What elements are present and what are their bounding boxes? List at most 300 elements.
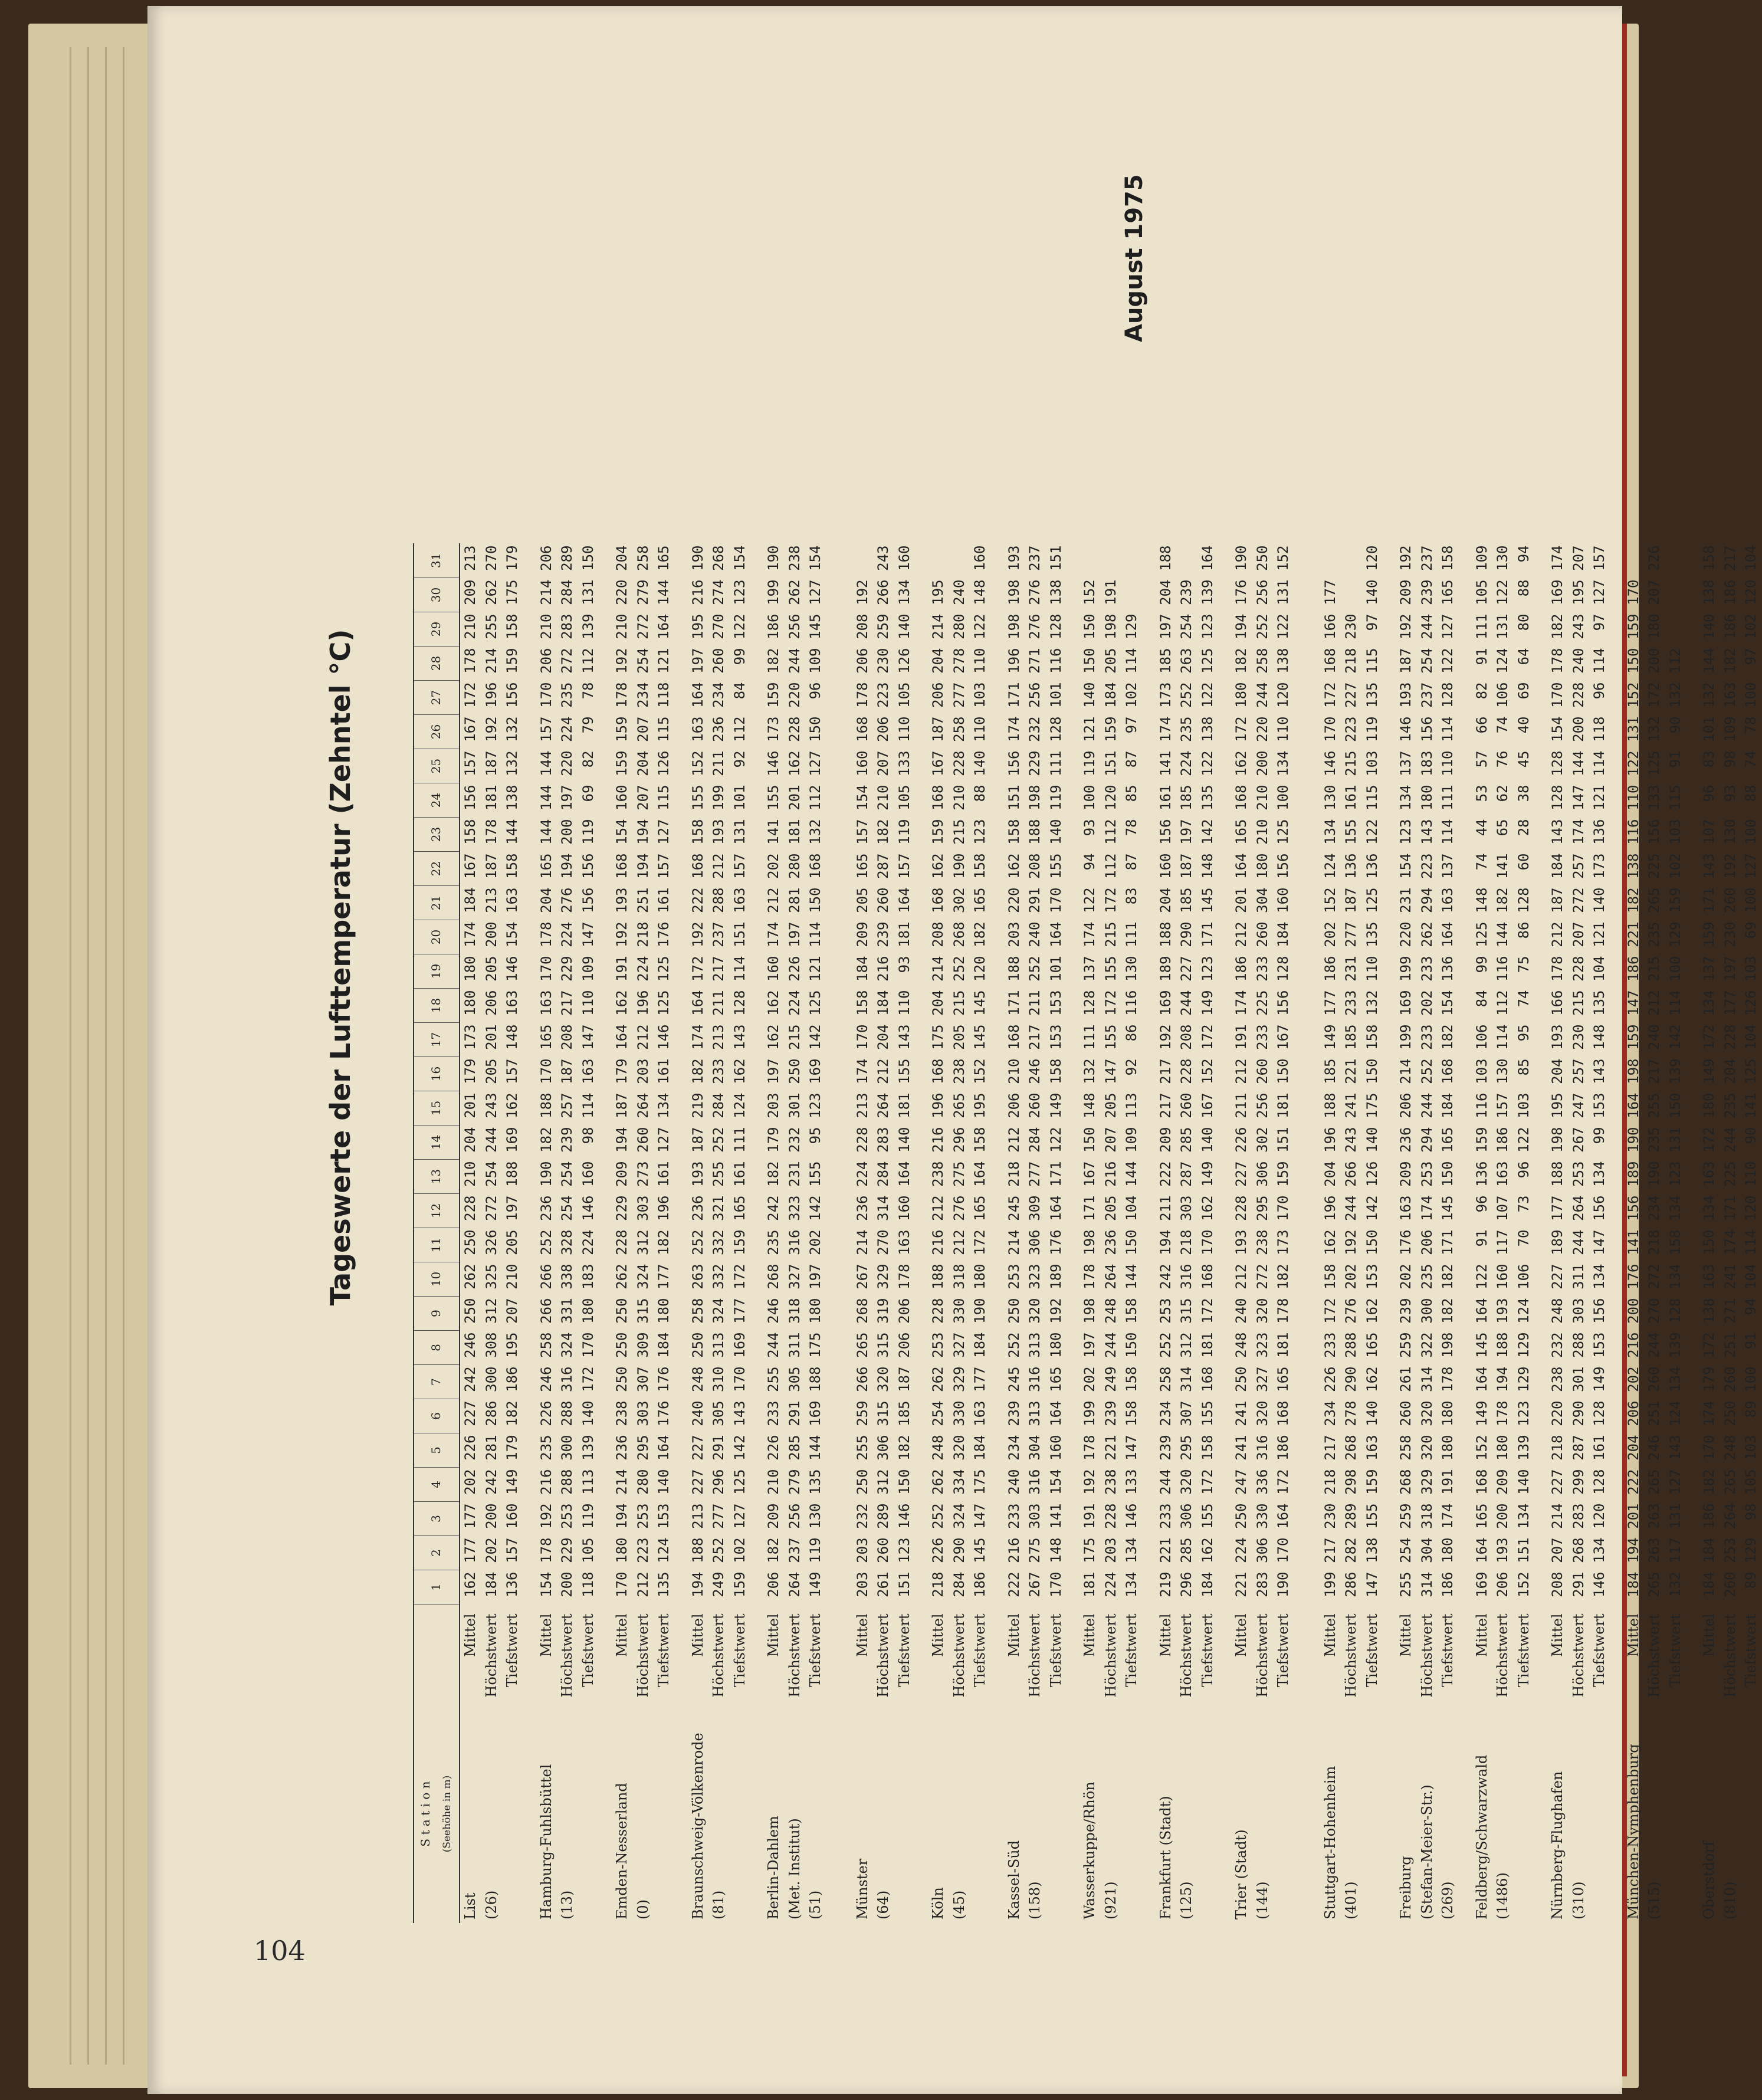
- temperature-value: 212: [1233, 1058, 1249, 1084]
- temperature-value: 158: [1199, 1435, 1216, 1461]
- temperature-value: 253: [1418, 1161, 1435, 1187]
- temperature-value: 306: [1254, 1537, 1271, 1563]
- value-kind: Höchstwert: [1570, 1613, 1587, 1698]
- temperature-value: 171: [1199, 921, 1216, 947]
- temperature-value: 174: [462, 921, 478, 947]
- temperature-value: 210: [1254, 785, 1271, 811]
- temperature-value: 210: [613, 613, 630, 639]
- temperature-value: 168: [930, 887, 946, 913]
- temperature-value: 283: [875, 1127, 891, 1153]
- station-name: [730, 1705, 751, 1923]
- temperature-value: 241: [1343, 1092, 1359, 1118]
- temperature-value: 310: [710, 1366, 727, 1392]
- temperature-value: 241: [1233, 1400, 1249, 1426]
- temperature-value: 306: [1254, 1161, 1271, 1187]
- temperature-value: 259: [1397, 1503, 1414, 1529]
- temperature-value: 121: [1591, 785, 1607, 811]
- table-row: [852, 544, 874, 1924]
- temperature-value: 158: [462, 819, 478, 845]
- temperature-value: 177: [1721, 990, 1738, 1016]
- temperature-value: 165: [1233, 819, 1249, 845]
- temperature-value: 138: [1701, 579, 1717, 605]
- temperature-value: 253: [559, 1503, 575, 1529]
- temperature-value: 240: [1026, 921, 1043, 947]
- temperature-value: 220: [1254, 716, 1271, 742]
- temperature-value: 171: [1005, 682, 1022, 708]
- temperature-value: 182: [972, 921, 988, 947]
- temperature-value: 177: [1321, 579, 1338, 605]
- temperature-value: 294: [1418, 1127, 1435, 1153]
- temperature-value: 266: [1343, 1161, 1359, 1187]
- day-header: 25: [414, 749, 460, 783]
- temperature-value: 112: [1666, 648, 1684, 674]
- temperature-value: 219: [1157, 1571, 1174, 1597]
- table-row: [894, 544, 916, 1924]
- temperature-value: 186: [1625, 956, 1642, 982]
- temperature-value: 193: [710, 819, 727, 845]
- temperature-value: 175: [1081, 1537, 1098, 1563]
- temperature-value: 140: [1701, 613, 1717, 639]
- temperature-value: 121: [807, 956, 823, 982]
- table-body: [460, 544, 1762, 1924]
- temperature-value: 128: [1666, 1298, 1684, 1324]
- temperature-value: 186: [1721, 613, 1738, 639]
- temperature-value: 321: [710, 1195, 727, 1221]
- temperature-value: 128: [1047, 613, 1064, 639]
- temperature-value: 158: [1321, 1264, 1338, 1289]
- temperature-value: 127: [1743, 853, 1759, 879]
- temperature-value: 323: [1026, 1264, 1043, 1289]
- temperature-value: 134: [1591, 1264, 1607, 1289]
- temperature-value: 285: [786, 1435, 803, 1461]
- temperature-value: 114: [807, 921, 823, 947]
- temperature-value: 328: [559, 1229, 575, 1255]
- temperature-value: 140: [1515, 1469, 1532, 1495]
- temperature-value: 164: [655, 1435, 672, 1461]
- temperature-value: 302: [950, 887, 967, 913]
- temperature-value: 174: [1418, 1195, 1435, 1221]
- temperature-value: 236: [1397, 1127, 1414, 1153]
- table-row: [557, 544, 578, 1924]
- temperature-value: 107: [1701, 819, 1717, 845]
- temperature-value: 336: [1254, 1469, 1271, 1495]
- temperature-value: 174: [1233, 990, 1249, 1016]
- temperature-value: 74: [1515, 990, 1532, 1008]
- table-row: [460, 544, 481, 1924]
- temperature-value: 227: [1549, 1469, 1566, 1495]
- station-gap: [1218, 544, 1231, 1924]
- temperature-value: 168: [1321, 648, 1338, 674]
- temperature-value: 212: [765, 887, 782, 913]
- temperature-value: 238: [930, 1161, 946, 1187]
- value-kind: Mittel: [462, 1613, 478, 1657]
- temperature-value: 206: [895, 1332, 913, 1358]
- temperature-value: 159: [1102, 716, 1119, 742]
- temperature-value: 144: [1123, 1161, 1140, 1187]
- temperature-value: 158: [1666, 1229, 1684, 1255]
- temperature-value: 53: [1473, 785, 1490, 802]
- temperature-value: 154: [504, 921, 520, 947]
- temperature-value: 242: [1157, 1264, 1174, 1289]
- temperature-value: 179: [462, 1058, 478, 1084]
- value-kind: Höchstwert: [875, 1613, 891, 1698]
- temperature-value: 150: [1081, 648, 1098, 674]
- temperature-value: 248: [1549, 1298, 1566, 1324]
- temperature-value: 159: [1363, 1469, 1380, 1495]
- temperature-value: 313: [1026, 1400, 1043, 1426]
- temperature-value: 219: [689, 1092, 706, 1118]
- temperature-value: 184: [655, 1332, 672, 1358]
- temperature-value: 320: [950, 1435, 967, 1461]
- temperature-value: 265: [1646, 1571, 1662, 1597]
- temperature-value: 199: [1397, 1024, 1414, 1050]
- temperature-value: 123: [972, 819, 988, 845]
- temperature-value: 154: [731, 545, 748, 571]
- temperature-value: 215: [1343, 750, 1359, 776]
- temperature-value: 109: [1721, 716, 1738, 742]
- temperature-value: 213: [689, 1503, 706, 1529]
- temperature-value: 130: [1123, 956, 1140, 982]
- temperature-value: 124: [1666, 1400, 1684, 1426]
- temperature-value: 151: [1515, 1537, 1532, 1563]
- day-header: 14: [414, 1126, 460, 1160]
- temperature-value: 115: [1363, 785, 1380, 811]
- temperature-value: 122: [1363, 819, 1380, 845]
- temperature-value: 246: [1646, 1435, 1662, 1461]
- temperature-value: 159: [613, 716, 630, 742]
- temperature-value: [1079, 544, 1101, 578]
- temperature-value: 207: [634, 785, 651, 811]
- temperature-value: 202: [1625, 1366, 1642, 1392]
- temperature-value: 179: [504, 545, 520, 571]
- value-kind: Mittel: [689, 1613, 706, 1657]
- temperature-value: 229: [1026, 750, 1043, 776]
- temperature-value: 121: [1591, 921, 1607, 947]
- temperature-value: 157: [1591, 545, 1607, 571]
- temperature-value: 116: [1047, 648, 1064, 674]
- temperature-value: 119: [579, 1503, 596, 1529]
- temperature-value: 204: [613, 545, 630, 571]
- temperature-value: 205: [504, 1229, 520, 1255]
- temperature-value: 140: [1081, 682, 1098, 708]
- temperature-value: 142: [1363, 1195, 1380, 1221]
- temperature-value: 137: [1397, 750, 1414, 776]
- temperature-value: 134: [895, 579, 913, 605]
- temperature-value: 250: [854, 1469, 871, 1495]
- station-name: [1046, 1705, 1067, 1923]
- temperature-value: 165: [1363, 1332, 1380, 1358]
- temperature-value: 244: [1102, 1332, 1119, 1358]
- temperature-value: 170: [1275, 1195, 1291, 1221]
- temperature-value: 235: [765, 1229, 782, 1255]
- table-row: [805, 544, 826, 1924]
- temperature-value: 301: [1570, 1366, 1587, 1392]
- temperature-value: 141: [1157, 750, 1174, 776]
- temperature-value: 224: [634, 956, 651, 982]
- temperature-value: 109: [807, 648, 823, 674]
- temperature-value: 221: [1625, 921, 1642, 947]
- temperature-value: 201: [483, 1024, 500, 1050]
- temperature-value: 143: [731, 1400, 748, 1426]
- temperature-value: 196: [1321, 1195, 1338, 1221]
- value-kind: Mittel: [1005, 1613, 1022, 1657]
- temperature-value: 294: [1418, 887, 1435, 913]
- temperature-value: 132: [1363, 990, 1380, 1016]
- temperature-value: 129: [1666, 921, 1684, 947]
- temperature-value: 144: [537, 785, 554, 811]
- temperature-value: 260: [1721, 1366, 1738, 1392]
- temperature-value: 228: [1721, 1024, 1738, 1050]
- temperature-value: 117: [1494, 1229, 1511, 1255]
- gap-cell: [1143, 1705, 1156, 1923]
- temperature-value: 190: [1275, 1571, 1291, 1597]
- temperature-value: 185: [1178, 785, 1195, 811]
- temperature-value: 201: [1625, 1503, 1642, 1529]
- temperature-value: 96: [807, 682, 823, 700]
- temperature-value: 227: [689, 1435, 706, 1461]
- temperature-value: 244: [1178, 990, 1195, 1016]
- station-name: Freiburg: [1397, 1856, 1414, 1919]
- station-name: Berlin-Dahlem: [765, 1816, 782, 1919]
- temperature-value: 178: [462, 648, 478, 674]
- temperature-value: 158: [972, 1127, 988, 1153]
- temperature-value: 169: [807, 1058, 823, 1084]
- station-name: Frankfurt (Stadt): [1157, 1796, 1174, 1919]
- gap-cell: [1067, 1705, 1079, 1923]
- temperature-value: 302: [1254, 1127, 1271, 1153]
- temperature-value: 244: [786, 648, 803, 674]
- temperature-value: 134: [1666, 1264, 1684, 1289]
- value-kind: Tiefstwert: [655, 1613, 672, 1688]
- temperature-value: 174: [1721, 1229, 1738, 1255]
- temperature-value: 120: [1743, 579, 1759, 605]
- table-row: [502, 544, 523, 1924]
- temperature-value: 204: [1157, 579, 1174, 605]
- station-name: [1589, 1705, 1610, 1923]
- temperature-value: 165: [1275, 1366, 1291, 1392]
- temperature-value: 254: [559, 1161, 575, 1187]
- temperature-value: 250: [613, 1366, 630, 1392]
- station-gap: [1459, 544, 1472, 1924]
- temperature-value: 324: [710, 1298, 727, 1324]
- temperature-value: 135: [1591, 990, 1607, 1016]
- temperature-value: 316: [1254, 1435, 1271, 1461]
- temperature-value: 208: [854, 613, 871, 639]
- temperature-value: 153: [1591, 1092, 1607, 1118]
- temperature-value: 194: [634, 819, 651, 845]
- temperature-value: 235: [1418, 1264, 1435, 1289]
- temperature-value: 186: [1275, 1435, 1291, 1461]
- temperature-value: 191: [1102, 579, 1119, 605]
- temperature-value: 110: [579, 990, 596, 1016]
- temperature-value: 253: [634, 1503, 651, 1529]
- temperature-value: 124: [655, 1537, 672, 1563]
- temperature-value: 255: [854, 1435, 871, 1461]
- temperature-value: 155: [1199, 1503, 1216, 1529]
- temperature-value: 84: [1473, 990, 1490, 1008]
- temperature-value: 182: [504, 1400, 520, 1426]
- temperature-value: 203: [1005, 921, 1022, 947]
- temperature-value: 220: [559, 750, 575, 776]
- temperature-value: 164: [1473, 1537, 1490, 1563]
- temperature-value: 172: [1646, 682, 1662, 708]
- temperature-value: 148: [1047, 1537, 1064, 1563]
- temperature-value: 245: [1005, 1195, 1022, 1221]
- table-row: [708, 544, 730, 1924]
- temperature-value: 235: [537, 1435, 554, 1461]
- temperature-value: 224: [579, 1229, 596, 1255]
- temperature-value: 159: [1625, 613, 1642, 639]
- temperature-value: 145: [1199, 887, 1216, 913]
- temperature-value: 316: [1178, 1264, 1195, 1289]
- value-kind: Tiefstwert: [1666, 1613, 1684, 1688]
- temperature-value: 207: [504, 1298, 520, 1324]
- temperature-value: 230: [1570, 1024, 1587, 1050]
- temperature-value: 202: [1418, 990, 1435, 1016]
- temperature-value: 162: [1233, 750, 1249, 776]
- temperature-value: 101: [1047, 956, 1064, 982]
- temperature-value: 120: [972, 956, 988, 982]
- temperature-value: 223: [634, 1537, 651, 1563]
- temperature-value: 123: [1199, 956, 1216, 982]
- temperature-value: 137: [1081, 956, 1098, 982]
- temperature-value: 104: [1743, 545, 1759, 571]
- temperature-value: 172: [1321, 1298, 1338, 1324]
- temperature-value: 207: [1102, 1127, 1119, 1153]
- temperature-value: 228: [950, 750, 967, 776]
- temperature-value: 156: [1005, 750, 1022, 776]
- temperature-value: 190: [537, 1161, 554, 1187]
- temperature-value: 128: [1275, 956, 1291, 982]
- temperature-value: 131: [731, 819, 748, 845]
- temperature-value: 286: [1343, 1571, 1359, 1597]
- temperature-value: 329: [1418, 1469, 1435, 1495]
- temperature-value: 228: [1178, 1058, 1195, 1084]
- temperature-value: 227: [1233, 1161, 1249, 1187]
- temperature-value: 159: [731, 1571, 748, 1597]
- temperature-value: 78: [1743, 716, 1759, 734]
- temperature-value: 164: [1473, 1298, 1490, 1324]
- temperature-value: 228: [1102, 1503, 1119, 1529]
- temperature-value: 190: [1625, 1127, 1642, 1153]
- temperature-value: 160: [613, 785, 630, 811]
- temperature-value: 326: [483, 1229, 500, 1255]
- temperature-value: 140: [579, 1400, 596, 1426]
- temperature-value: 244: [765, 1332, 782, 1358]
- temperature-value: 243: [1570, 613, 1587, 639]
- temperature-value: 180: [462, 990, 478, 1016]
- temperature-value: 151: [1102, 750, 1119, 776]
- temperature-value: 134: [1666, 1195, 1684, 1221]
- temperature-value: 239: [1005, 1400, 1022, 1426]
- temperature-value: 158: [689, 819, 706, 845]
- temperature-value: 194: [559, 853, 575, 879]
- temperature-value: 253: [1721, 1537, 1738, 1563]
- value-kind: Tiefstwert: [731, 1613, 748, 1688]
- temperature-value: 163: [1397, 1195, 1414, 1221]
- temperature-value: 252: [1178, 682, 1195, 708]
- temperature-value: 213: [854, 1092, 871, 1118]
- temperature-value: 119: [579, 819, 596, 845]
- temperature-value: 206: [1494, 1571, 1511, 1597]
- temperature-value: 188: [1005, 956, 1022, 982]
- temperature-value: 191: [613, 956, 630, 982]
- temperature-value: 140: [1363, 1400, 1380, 1426]
- temperature-value: 250: [786, 1058, 803, 1084]
- temperature-value: 232: [1549, 1332, 1566, 1358]
- temperature-value: 69: [579, 785, 596, 802]
- table-row: [970, 544, 991, 1924]
- temperature-value: 178: [1081, 1435, 1098, 1461]
- temperature-value: 251: [634, 887, 651, 913]
- temperature-value: 283: [1254, 1571, 1271, 1597]
- temperature-value: 209: [1397, 1161, 1414, 1187]
- temperature-value: 209: [613, 1161, 630, 1187]
- temperature-value: 304: [1254, 887, 1271, 913]
- temperature-value: 128: [1549, 785, 1566, 811]
- temperature-value: 89: [1743, 1571, 1759, 1589]
- temperature-value: 132: [504, 716, 520, 742]
- temperature-value: 284: [559, 579, 575, 605]
- gap-cell: [1294, 1705, 1320, 1923]
- temperature-value: 222: [689, 887, 706, 913]
- station-name: Wasserkuppe/Rhön: [1081, 1781, 1098, 1919]
- temperature-value: 90: [1666, 716, 1684, 734]
- day-header: 11: [414, 1228, 460, 1262]
- temperature-value: 202: [1343, 1264, 1359, 1289]
- temperature-value: 174: [1570, 819, 1587, 845]
- temperature-value: 182: [1439, 1298, 1456, 1324]
- temperature-value: 283: [559, 613, 575, 639]
- table-row: [1320, 544, 1341, 1924]
- day-header: 15: [414, 1091, 460, 1126]
- temperature-value: 184: [854, 956, 871, 982]
- table-row: [1121, 544, 1143, 1924]
- station-name: [502, 1705, 523, 1923]
- temperature-value: 235: [1721, 1092, 1738, 1118]
- temperature-value: 288: [559, 1400, 575, 1426]
- station-name: (81): [710, 1890, 727, 1919]
- temperature-value: 158: [504, 613, 520, 639]
- temperature-value: 186: [765, 613, 782, 639]
- temperature-value: 154: [537, 1571, 554, 1597]
- temperature-value: 167: [1199, 1092, 1216, 1118]
- station-gap: [675, 544, 688, 1924]
- temperature-value: 239: [1178, 579, 1195, 605]
- value-kind: Mittel: [537, 1613, 554, 1657]
- temperature-value: 205: [1102, 1092, 1119, 1118]
- temperature-value: 114: [1591, 750, 1607, 776]
- temperature-value: 262: [930, 1469, 946, 1495]
- temperature-value: 223: [875, 682, 891, 708]
- value-kind: Höchstwert: [634, 1613, 651, 1698]
- temperature-value: 87: [1123, 750, 1140, 768]
- temperature-value: 236: [1102, 1229, 1119, 1255]
- temperature-value: 226: [930, 1537, 946, 1563]
- temperature-value: 203: [854, 1571, 871, 1597]
- temperature-value: 162: [1199, 1537, 1216, 1563]
- temperature-value: 298: [1343, 1469, 1359, 1495]
- temperature-value: 236: [537, 1195, 554, 1221]
- temperature-value: 139: [579, 1435, 596, 1461]
- temperature-value: 281: [483, 1435, 500, 1461]
- temperature-value: 197: [504, 1195, 520, 1221]
- temperature-value: 244: [1254, 682, 1271, 708]
- temperature-value: 200: [559, 1571, 575, 1597]
- temperature-value: 127: [1666, 1469, 1684, 1495]
- temperature-value: 163: [537, 990, 554, 1016]
- temperature-value: [1320, 544, 1341, 578]
